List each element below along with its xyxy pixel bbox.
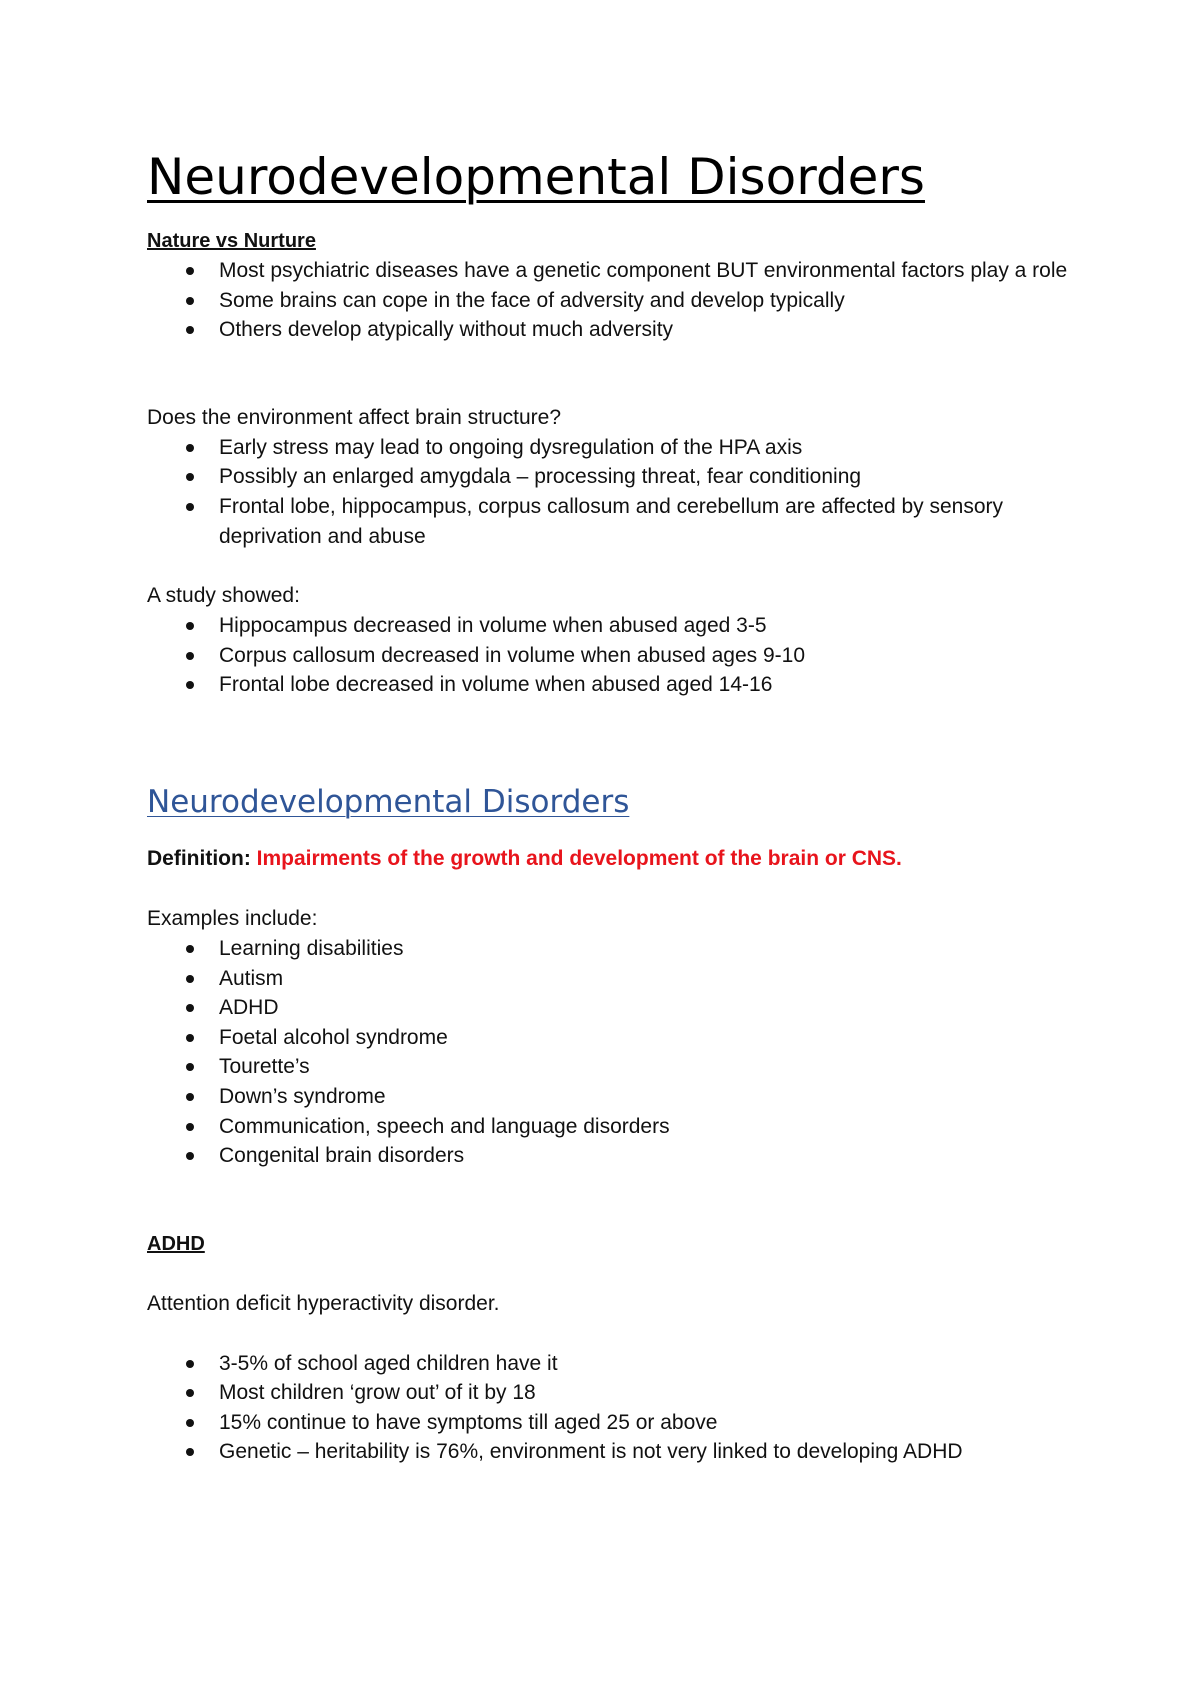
list-item: Early stress may lead to ongoing dysregulation of the HPA axis <box>147 433 1077 463</box>
nature-list <box>147 256 1077 345</box>
list-item: Others develop atypically without much adversity <box>147 315 1077 345</box>
list-item: Learning disabilities <box>147 934 1077 964</box>
bullet-icon <box>186 1093 194 1101</box>
nature-heading: Nature vs Nurture <box>147 230 316 252</box>
environment-list <box>147 433 1077 551</box>
bullet-icon <box>186 1419 194 1427</box>
bullet-icon <box>186 473 194 481</box>
list-item: Down’s syndrome <box>147 1082 1077 1112</box>
bullet-icon <box>186 975 194 983</box>
list-item: Foetal alcohol syndrome <box>147 1023 1077 1053</box>
study-list <box>147 611 1077 700</box>
bullet-icon <box>186 622 194 630</box>
adhd-heading: ADHD <box>147 1232 205 1255</box>
list-item: Frontal lobe, hippocampus, corpus callosum and cerebellum are affected by sensory deprivation and abuse <box>147 492 1077 551</box>
examples-list <box>147 934 1077 1171</box>
bullet-icon <box>186 1063 194 1071</box>
list-item: Most psychiatric diseases have a genetic component BUT environmental factors play a role <box>147 256 1077 286</box>
list-item: Frontal lobe decreased in volume when abused aged 14-16 <box>147 670 1077 700</box>
bullet-icon <box>186 503 194 511</box>
bullet-icon <box>186 652 194 660</box>
bullet-icon <box>186 297 194 305</box>
list-item: ADHD <box>147 993 1077 1023</box>
list-item: Some brains can cope in the face of adversity and develop typically <box>147 286 1077 316</box>
bullet-icon <box>186 1389 194 1397</box>
bullet-icon <box>186 1448 194 1456</box>
bullet-icon <box>186 681 194 689</box>
document-content <box>147 146 1077 1467</box>
bullet-icon <box>186 267 194 275</box>
bullet-icon <box>186 444 194 452</box>
definition-text: Impairments of the growth and development of the brain or CNS. <box>256 846 902 870</box>
list-item: Genetic – heritability is 76%, environment is not very linked to developing ADHD <box>147 1437 1077 1467</box>
adhd-list <box>147 1349 1077 1467</box>
environment-question: Does the environment affect brain structure? <box>147 405 562 429</box>
list-item: Congenital brain disorders <box>147 1141 1077 1171</box>
list-item: Tourette’s <box>147 1052 1077 1082</box>
list-item: 3-5% of school aged children have it <box>147 1349 1077 1379</box>
list-item: Most children ‘grow out’ of it by 18 <box>147 1378 1077 1408</box>
list-item: Autism <box>147 964 1077 994</box>
bullet-icon <box>186 326 194 334</box>
list-item: Corpus callosum decreased in volume when abused ages 9-10 <box>147 641 1077 671</box>
list-item: 15% continue to have symptoms till aged 25 or above <box>147 1408 1077 1438</box>
adhd-full-name: Attention deficit hyperactivity disorder. <box>147 1291 500 1315</box>
bullet-icon <box>186 1360 194 1368</box>
list-item: Communication, speech and language disorders <box>147 1112 1077 1142</box>
study-intro: A study showed: <box>147 584 300 608</box>
definition-label: Definition: <box>147 846 251 870</box>
bullet-icon <box>186 945 194 953</box>
list-item: Possibly an enlarged amygdala – processing threat, fear conditioning <box>147 462 1077 492</box>
bullet-icon <box>186 1034 194 1042</box>
list-item: Hippocampus decreased in volume when abused aged 3-5 <box>147 611 1077 641</box>
bullet-icon <box>186 1123 194 1131</box>
bullet-icon <box>186 1152 194 1160</box>
definition <box>147 844 1077 874</box>
examples-intro: Examples include: <box>147 906 318 930</box>
bullet-icon <box>186 1004 194 1012</box>
page-title: Neurodevelopmental Disorders <box>147 148 925 206</box>
neuro-heading: Neurodevelopmental Disorders <box>147 783 630 820</box>
